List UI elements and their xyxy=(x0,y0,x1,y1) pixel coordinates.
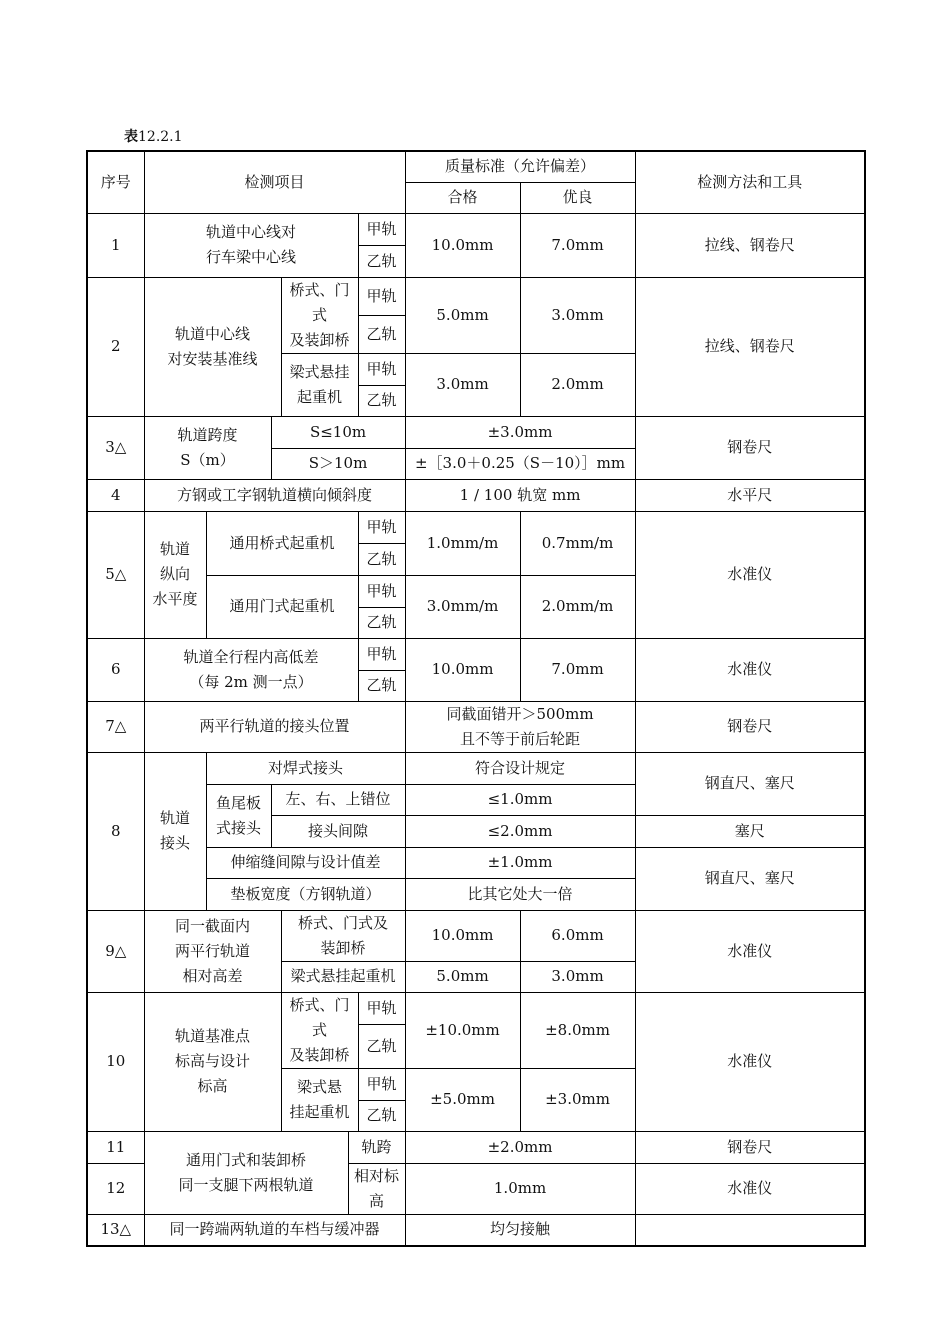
row9-method: 水准仪 xyxy=(635,910,865,992)
row5-sub1-pass: 1.0mm/m xyxy=(405,511,520,575)
row6-good: 7.0mm xyxy=(520,638,635,701)
caption-prefix: 表 xyxy=(124,129,138,145)
header-seq: 序号 xyxy=(87,151,144,213)
row2-sub1-pass: 5.0mm xyxy=(405,277,520,353)
row1-good: 7.0mm xyxy=(520,213,635,277)
header-good: 优良 xyxy=(520,182,635,213)
row10-item: 轨道基准点 标高与设计 标高 xyxy=(144,992,281,1131)
rail-a-label: 甲轨 xyxy=(358,992,405,1024)
row10-sub1-pass: ±10.0mm xyxy=(405,992,520,1068)
row11-method: 钢卷尺 xyxy=(635,1131,865,1163)
row13-method xyxy=(635,1214,865,1246)
rail-a-label: 甲轨 xyxy=(358,638,405,670)
rail-a-label: 甲轨 xyxy=(358,1068,405,1100)
row3-no: 3△ xyxy=(87,416,144,479)
header-method: 检测方法和工具 xyxy=(635,151,865,213)
row2-item: 轨道中心线 对安装基准线 xyxy=(144,277,281,416)
row8-offset: 左、右、上错位 xyxy=(271,784,405,815)
row6-method: 水准仪 xyxy=(635,638,865,701)
row6-item: 轨道全行程内高低差 （每 2m 测一点） xyxy=(144,638,358,701)
row2-no: 2 xyxy=(87,277,144,416)
row2-sub1-good: 3.0mm xyxy=(520,277,635,353)
row12-method: 水准仪 xyxy=(635,1163,865,1214)
row4-value: 1 / 100 轨宽 mm xyxy=(405,479,635,511)
row8-gap-value: ≤2.0mm xyxy=(405,815,635,847)
row3-value2: ±［3.0＋0.25（S－10）］mm xyxy=(405,448,635,479)
row8-method-3: 钢直尺、塞尺 xyxy=(635,847,865,910)
row9-sub2: 梁式悬挂起重机 xyxy=(281,961,405,992)
row8-item: 轨道 接头 xyxy=(144,752,206,910)
row9-sub1-good: 6.0mm xyxy=(520,910,635,961)
row9-item: 同一截面内 两平行轨道 相对高差 xyxy=(144,910,281,992)
header-item: 检测项目 xyxy=(144,151,405,213)
row3-cond1: S≤10m xyxy=(271,416,405,448)
row8-expansion: 伸缩缝间隙与设计值差 xyxy=(206,847,405,878)
rail-b-label: 乙轨 xyxy=(358,1100,405,1131)
row8-pad-width-value: 比其它处大一倍 xyxy=(405,878,635,910)
row5-sub1: 通用桥式起重机 xyxy=(206,511,358,575)
row11-sub: 轨跨 xyxy=(348,1131,405,1163)
row2-sub2-pass: 3.0mm xyxy=(405,353,520,416)
row3-cond2: S＞10m xyxy=(271,448,405,479)
row8-expansion-value: ±1.0mm xyxy=(405,847,635,878)
row1-no: 1 xyxy=(87,213,144,277)
row8-gap: 接头间隙 xyxy=(271,815,405,847)
row10-sub2-good: ±3.0mm xyxy=(520,1068,635,1131)
row9-sub1-pass: 10.0mm xyxy=(405,910,520,961)
row6-pass: 10.0mm xyxy=(405,638,520,701)
rail-b-label: 乙轨 xyxy=(358,670,405,701)
row3-item: 轨道跨度 S（m） xyxy=(144,416,271,479)
row3-method: 钢卷尺 xyxy=(635,416,865,479)
row8-butt-weld: 对焊式接头 xyxy=(206,752,405,784)
row9-sub1: 桥式、门式及 装卸桥 xyxy=(281,910,405,961)
row2-sub2-good: 2.0mm xyxy=(520,353,635,416)
row13-value: 均匀接触 xyxy=(405,1214,635,1246)
row5-no: 5△ xyxy=(87,511,144,638)
inspection-table xyxy=(86,150,866,1247)
rail-b-label: 乙轨 xyxy=(358,385,405,416)
row2-sub1: 桥式、门式 及装卸桥 xyxy=(281,277,358,353)
row2-sub2: 梁式悬挂 起重机 xyxy=(281,353,358,416)
row1-item: 轨道中心线对 行车梁中心线 xyxy=(144,213,358,277)
row10-sub2: 梁式悬 挂起重机 xyxy=(281,1068,358,1131)
row4-no: 4 xyxy=(87,479,144,511)
caption-number: 12.2.1 xyxy=(138,129,183,145)
row4-method: 水平尺 xyxy=(635,479,865,511)
row5-method: 水准仪 xyxy=(635,511,865,638)
row7-item: 两平行轨道的接头位置 xyxy=(144,701,405,752)
row12-sub: 相对标高 xyxy=(348,1163,405,1214)
row12-no: 12 xyxy=(87,1163,144,1214)
rail-a-label: 甲轨 xyxy=(358,575,405,607)
rail-a-label: 甲轨 xyxy=(358,213,405,245)
row6-no: 6 xyxy=(87,638,144,701)
row10-sub1-good: ±8.0mm xyxy=(520,992,635,1068)
rail-b-label: 乙轨 xyxy=(358,315,405,353)
rail-a-label: 甲轨 xyxy=(358,277,405,315)
row11-no: 11 xyxy=(87,1131,144,1163)
row5-sub2-pass: 3.0mm/m xyxy=(405,575,520,638)
row5-item: 轨道 纵向 水平度 xyxy=(144,511,206,638)
rail-b-label: 乙轨 xyxy=(358,543,405,575)
rail-a-label: 甲轨 xyxy=(358,511,405,543)
row8-butt-weld-value: 符合设计规定 xyxy=(405,752,635,784)
row8-fishplate: 鱼尾板 式接头 xyxy=(206,784,271,847)
row8-method-1: 钢直尺、塞尺 xyxy=(635,752,865,815)
row4-item: 方钢或工字钢轨道横向倾斜度 xyxy=(144,479,405,511)
row1-pass: 10.0mm xyxy=(405,213,520,277)
row13-no: 13△ xyxy=(87,1214,144,1246)
row9-no: 9△ xyxy=(87,910,144,992)
row10-method: 水准仪 xyxy=(635,992,865,1131)
row3-value1: ±3.0mm xyxy=(405,416,635,448)
row5-sub2: 通用门式起重机 xyxy=(206,575,358,638)
rail-b-label: 乙轨 xyxy=(358,245,405,277)
row1-method: 拉线、钢卷尺 xyxy=(635,213,865,277)
row7-no: 7△ xyxy=(87,701,144,752)
row13-item: 同一跨端两轨道的车档与缓冲器 xyxy=(144,1214,405,1246)
row5-sub2-good: 2.0mm/m xyxy=(520,575,635,638)
row8-method-2: 塞尺 xyxy=(635,815,865,847)
header-standard: 质量标准（允许偏差） xyxy=(405,151,635,182)
row9-sub2-good: 3.0mm xyxy=(520,961,635,992)
row12-value: 1.0mm xyxy=(405,1163,635,1214)
row11-item: 通用门式和装卸桥 同一支腿下两根轨道 xyxy=(144,1131,348,1214)
table-caption xyxy=(124,128,183,146)
row2-method: 拉线、钢卷尺 xyxy=(635,277,865,416)
header-pass: 合格 xyxy=(405,182,520,213)
rail-a-label: 甲轨 xyxy=(358,353,405,385)
row10-sub2-pass: ±5.0mm xyxy=(405,1068,520,1131)
row7-method: 钢卷尺 xyxy=(635,701,865,752)
row8-pad-width: 垫板宽度（方钢轨道） xyxy=(206,878,405,910)
rail-b-label: 乙轨 xyxy=(358,1024,405,1068)
row8-offset-value: ≤1.0mm xyxy=(405,784,635,815)
row11-value: ±2.0mm xyxy=(405,1131,635,1163)
row7-value: 同截面错开＞500mm 且不等于前后轮距 xyxy=(405,701,635,752)
rail-b-label: 乙轨 xyxy=(358,607,405,638)
row10-sub1: 桥式、门 式 及装卸桥 xyxy=(281,992,358,1068)
row5-sub1-good: 0.7mm/m xyxy=(520,511,635,575)
row9-sub2-pass: 5.0mm xyxy=(405,961,520,992)
row8-no: 8 xyxy=(87,752,144,910)
row10-no: 10 xyxy=(87,992,144,1131)
